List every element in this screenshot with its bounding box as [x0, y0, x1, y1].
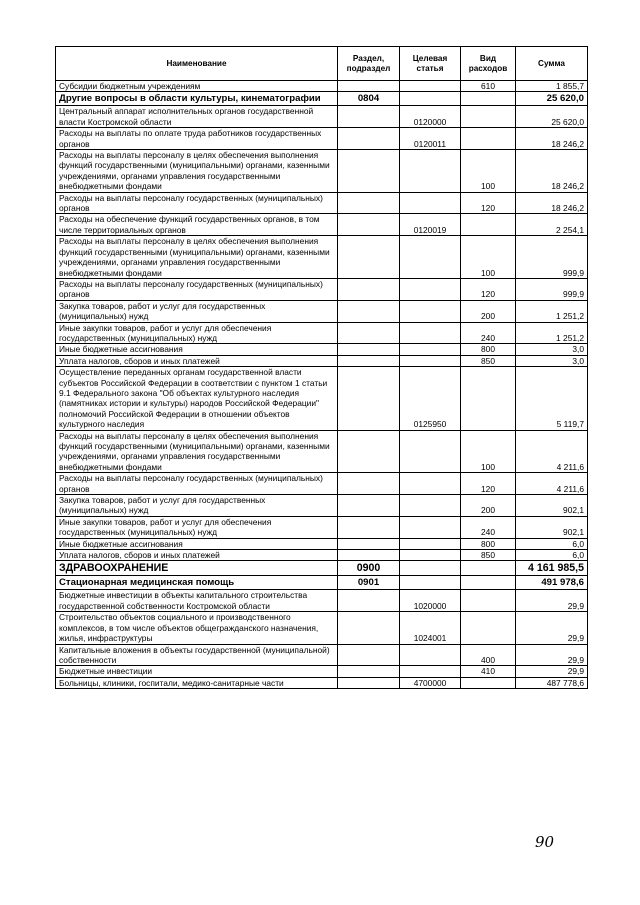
- row-kind-cell: 410: [461, 666, 516, 677]
- row-section-cell: [338, 278, 400, 300]
- row-name-cell: Уплата налогов, сборов и иных платежей: [56, 550, 338, 561]
- row-section-cell: [338, 612, 400, 644]
- table-row: [56, 677, 588, 688]
- row-kind-cell: 200: [461, 300, 516, 322]
- row-kind-cell: [461, 590, 516, 612]
- budget-table: [55, 46, 588, 689]
- row-section-cell: [338, 473, 400, 495]
- row-amount-cell: 25 620,0: [516, 106, 588, 128]
- row-name-cell: Расходы на выплаты персоналу государственных (муниципальных) органов: [56, 192, 338, 214]
- row-target-cell: 4700000: [400, 677, 461, 688]
- row-kind-cell: 850: [461, 550, 516, 561]
- row-target-cell: [400, 92, 461, 106]
- row-target-cell: [400, 278, 461, 300]
- table-row: [56, 666, 588, 677]
- table-row: [56, 300, 588, 322]
- row-section-cell: [338, 322, 400, 344]
- row-name-cell: Стационарная медицинская помощь: [56, 576, 338, 590]
- row-amount-cell: 4 211,6: [516, 473, 588, 495]
- row-amount-cell: 6,0: [516, 538, 588, 549]
- row-amount-cell: 29,9: [516, 590, 588, 612]
- row-name-cell: Расходы на выплаты персоналу в целях обеспечения выполнения функций государственными (муниципальными) органами, казенными учреждениями, органами управления государственными внебюджетными фондами: [56, 430, 338, 473]
- row-kind-cell: 800: [461, 538, 516, 549]
- table-row: [56, 473, 588, 495]
- row-kind-cell: [461, 367, 516, 430]
- row-section-cell: [338, 666, 400, 677]
- row-section-cell: [338, 150, 400, 193]
- row-amount-cell: 1 251,2: [516, 300, 588, 322]
- row-section-cell: [338, 355, 400, 366]
- row-section-cell: [338, 81, 400, 92]
- row-name-cell: Иные бюджетные ассигнования: [56, 538, 338, 549]
- row-target-cell: [400, 538, 461, 549]
- row-target-cell: [400, 300, 461, 322]
- row-name-cell: Расходы на обеспечение функций государственных органов, в том числе территориальных органов: [56, 214, 338, 236]
- table-row: [56, 150, 588, 193]
- table-row: [56, 516, 588, 538]
- row-target-cell: [400, 322, 461, 344]
- row-kind-cell: 120: [461, 278, 516, 300]
- row-name-cell: Центральный аппарат исполнительных органов государственной власти Костромской области: [56, 106, 338, 128]
- table-body: [56, 81, 588, 689]
- table-row: [56, 322, 588, 344]
- row-kind-cell: 800: [461, 344, 516, 355]
- row-target-cell: [400, 236, 461, 279]
- row-target-cell: 0120000: [400, 106, 461, 128]
- table-row: [56, 344, 588, 355]
- row-name-cell: Другие вопросы в области культуры, кинематографии: [56, 92, 338, 106]
- row-amount-cell: 999,9: [516, 236, 588, 279]
- row-amount-cell: 6,0: [516, 550, 588, 561]
- row-name-cell: Иные закупки товаров, работ и услуг для обеспечения государственных (муниципальных) нужд: [56, 516, 338, 538]
- row-amount-cell: 18 246,2: [516, 150, 588, 193]
- row-kind-cell: [461, 106, 516, 128]
- row-kind-cell: [461, 677, 516, 688]
- table-row: [56, 278, 588, 300]
- table-row: [56, 192, 588, 214]
- row-name-cell: Расходы на выплаты персоналу в целях обеспечения выполнения функций государственными (муниципальными) органами, казенными учреждениями, органами управления государственными внебюджетными фондами: [56, 236, 338, 279]
- table-row: [56, 367, 588, 430]
- row-amount-cell: 18 246,2: [516, 128, 588, 150]
- table-row: [56, 92, 588, 106]
- row-amount-cell: 999,9: [516, 278, 588, 300]
- row-amount-cell: 902,1: [516, 516, 588, 538]
- header-kind: Вид расходов: [461, 47, 516, 81]
- row-section-cell: 0900: [338, 561, 400, 576]
- row-name-cell: ЗДРАВООХРАНЕНИЕ: [56, 561, 338, 576]
- row-amount-cell: 902,1: [516, 495, 588, 517]
- row-name-cell: Больницы, клиники, госпитали, медико-санитарные части: [56, 677, 338, 688]
- table-row: [56, 128, 588, 150]
- table-row: [56, 106, 588, 128]
- header-target: Целевая статья: [400, 47, 461, 81]
- row-target-cell: [400, 192, 461, 214]
- table-row: [56, 538, 588, 549]
- row-name-cell: Иные закупки товаров, работ и услуг для обеспечения государственных (муниципальных) нужд: [56, 322, 338, 344]
- row-kind-cell: [461, 576, 516, 590]
- row-section-cell: [338, 300, 400, 322]
- row-amount-cell: 491 978,6: [516, 576, 588, 590]
- table-row: [56, 550, 588, 561]
- row-kind-cell: 120: [461, 473, 516, 495]
- row-amount-cell: 1 855,7: [516, 81, 588, 92]
- row-kind-cell: 240: [461, 516, 516, 538]
- row-section-cell: [338, 430, 400, 473]
- row-kind-cell: 120: [461, 192, 516, 214]
- row-name-cell: Иные бюджетные ассигнования: [56, 344, 338, 355]
- table-row: [56, 576, 588, 590]
- row-target-cell: 0120019: [400, 214, 461, 236]
- row-section-cell: [338, 677, 400, 688]
- row-target-cell: [400, 561, 461, 576]
- row-kind-cell: [461, 92, 516, 106]
- row-name-cell: Закупка товаров, работ и услуг для государственных (муниципальных) нужд: [56, 495, 338, 517]
- table-row: [56, 236, 588, 279]
- row-name-cell: Капитальные вложения в объекты государственной (муниципальной) собственности: [56, 644, 338, 666]
- row-section-cell: [338, 192, 400, 214]
- row-kind-cell: [461, 128, 516, 150]
- row-amount-cell: 29,9: [516, 612, 588, 644]
- row-target-cell: [400, 355, 461, 366]
- row-name-cell: Строительство объектов социального и производственного комплексов, в том числе объектов общегражданского назначения, жилья, инфраструктуры: [56, 612, 338, 644]
- row-target-cell: 0120011: [400, 128, 461, 150]
- row-section-cell: [338, 214, 400, 236]
- row-target-cell: [400, 150, 461, 193]
- row-section-cell: [338, 590, 400, 612]
- table-row: [56, 355, 588, 366]
- row-name-cell: Расходы на выплаты персоналу в целях обеспечения выполнения функций государственными (муниципальными) органами, казенными учреждениями, органами управления государственными внебюджетными фондами: [56, 150, 338, 193]
- row-target-cell: 1024001: [400, 612, 461, 644]
- row-section-cell: [338, 495, 400, 517]
- table-row: [56, 81, 588, 92]
- row-section-cell: [338, 644, 400, 666]
- row-kind-cell: 610: [461, 81, 516, 92]
- row-amount-cell: 25 620,0: [516, 92, 588, 106]
- header-amount: Сумма: [516, 47, 588, 81]
- row-kind-cell: 850: [461, 355, 516, 366]
- table-row: [56, 590, 588, 612]
- row-target-cell: [400, 495, 461, 517]
- row-target-cell: [400, 473, 461, 495]
- row-section-cell: [338, 236, 400, 279]
- table-row: [56, 644, 588, 666]
- row-kind-cell: 240: [461, 322, 516, 344]
- row-section-cell: 0901: [338, 576, 400, 590]
- table-row: [56, 612, 588, 644]
- row-name-cell: Расходы на выплаты персоналу государственных (муниципальных) органов: [56, 473, 338, 495]
- row-kind-cell: 100: [461, 236, 516, 279]
- row-amount-cell: 5 119,7: [516, 367, 588, 430]
- row-target-cell: [400, 516, 461, 538]
- row-target-cell: [400, 344, 461, 355]
- row-name-cell: Бюджетные инвестиции в объекты капитального строительства государственной собственности Костромской области: [56, 590, 338, 612]
- row-amount-cell: 29,9: [516, 644, 588, 666]
- row-section-cell: [338, 367, 400, 430]
- row-name-cell: Закупка товаров, работ и услуг для государственных (муниципальных) нужд: [56, 300, 338, 322]
- row-kind-cell: 100: [461, 430, 516, 473]
- row-kind-cell: 400: [461, 644, 516, 666]
- row-name-cell: Расходы на выплаты по оплате труда работников государственных органов: [56, 128, 338, 150]
- row-kind-cell: [461, 561, 516, 576]
- row-section-cell: 0804: [338, 92, 400, 106]
- row-amount-cell: 4 211,6: [516, 430, 588, 473]
- row-target-cell: 0125950: [400, 367, 461, 430]
- row-target-cell: [400, 644, 461, 666]
- row-target-cell: [400, 576, 461, 590]
- header-name: Наименование: [56, 47, 338, 81]
- row-amount-cell: 4 161 985,5: [516, 561, 588, 576]
- row-amount-cell: 18 246,2: [516, 192, 588, 214]
- row-name-cell: Бюджетные инвестиции: [56, 666, 338, 677]
- table-row: [56, 561, 588, 576]
- row-target-cell: [400, 666, 461, 677]
- row-target-cell: 1020000: [400, 590, 461, 612]
- row-section-cell: [338, 538, 400, 549]
- row-kind-cell: [461, 214, 516, 236]
- row-amount-cell: 487 778,6: [516, 677, 588, 688]
- row-target-cell: [400, 81, 461, 92]
- row-target-cell: [400, 430, 461, 473]
- row-target-cell: [400, 550, 461, 561]
- row-kind-cell: [461, 612, 516, 644]
- row-amount-cell: 3,0: [516, 355, 588, 366]
- row-name-cell: Осуществление переданных органам государственной власти субъектов Российской Федерации в соответствии с пунктом 1 статьи 9.1 Федерального закона "Об объектах культурного наследия (памятниках истории и культуры) народов Российской Федерации" полномочий Российской Федерации в отношении объектов культурного наследия: [56, 367, 338, 430]
- page-number: 90: [535, 833, 555, 851]
- row-section-cell: [338, 516, 400, 538]
- table-row: [56, 214, 588, 236]
- row-name-cell: Уплата налогов, сборов и иных платежей: [56, 355, 338, 366]
- row-amount-cell: 3,0: [516, 344, 588, 355]
- row-amount-cell: 29,9: [516, 666, 588, 677]
- row-name-cell: Субсидии бюджетным учреждениям: [56, 81, 338, 92]
- header-section: Раздел, подраздел: [338, 47, 400, 81]
- row-kind-cell: 200: [461, 495, 516, 517]
- row-name-cell: Расходы на выплаты персоналу государственных (муниципальных) органов: [56, 278, 338, 300]
- row-section-cell: [338, 128, 400, 150]
- row-section-cell: [338, 106, 400, 128]
- table-header-row: [56, 47, 588, 81]
- table-row: [56, 495, 588, 517]
- row-section-cell: [338, 550, 400, 561]
- row-kind-cell: 100: [461, 150, 516, 193]
- table-row: [56, 430, 588, 473]
- row-amount-cell: 2 254,1: [516, 214, 588, 236]
- row-amount-cell: 1 251,2: [516, 322, 588, 344]
- row-section-cell: [338, 344, 400, 355]
